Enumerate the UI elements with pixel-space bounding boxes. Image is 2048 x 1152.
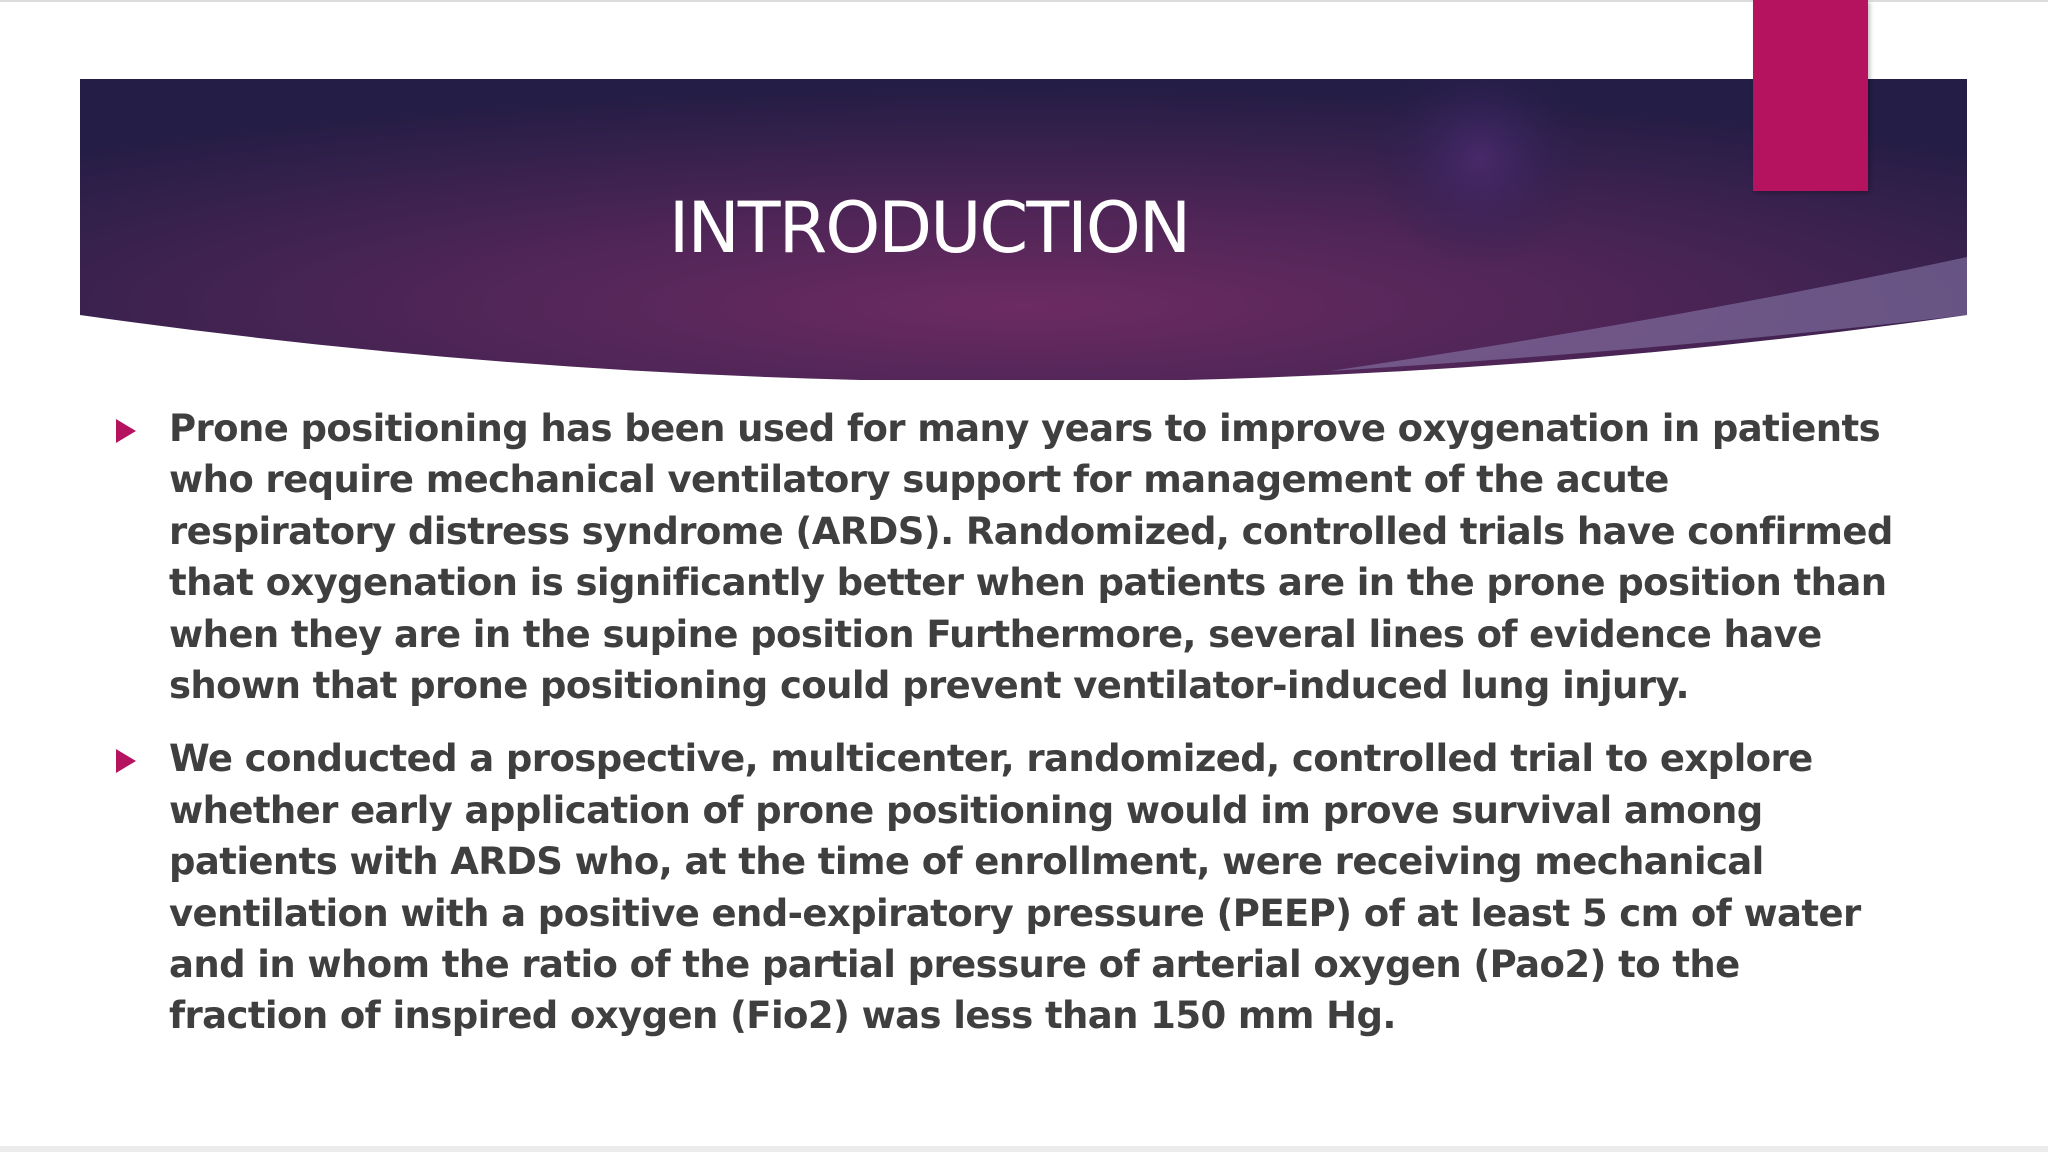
bullet-item xyxy=(112,403,1912,711)
bullet-list xyxy=(112,403,1912,1064)
triangle-bullet-icon xyxy=(116,749,136,773)
top-divider xyxy=(0,0,2048,2)
bullet-item xyxy=(112,733,1912,1041)
bullet-text: Prone positioning has been used for many years to improve oxygenation in patients who require mechanical ventilatory support for management of the acute respiratory distress syndrome (ARDS). Randomized, controlled trials have confirmed that oxygenation is significantly better when patients are in the prone position than when they are in the supine position Furthermore, several lines of evidence have shown that prone positioning could prevent ventilator-induced lung injury. xyxy=(169,407,1893,708)
accent-tab xyxy=(1753,0,1868,191)
bottom-divider xyxy=(0,1146,2048,1152)
triangle-bullet-icon xyxy=(116,419,136,443)
bullet-text: We conducted a prospective, multicenter, randomized, controlled trial to explore whether early application of prone positioning would im prove survival among patients with ARDS who, at the time of enrollment, were receiving mechanical ventilation with a positive end-expiratory pressure (PEEP) of at least 5 cm of water and in whom the ratio of the partial pressure of arterial oxygen (Pao2) to the fraction of inspired oxygen (Fio2) was less than 150 mm Hg. xyxy=(169,737,1861,1038)
slide-title: INTRODUCTION xyxy=(668,187,1190,269)
